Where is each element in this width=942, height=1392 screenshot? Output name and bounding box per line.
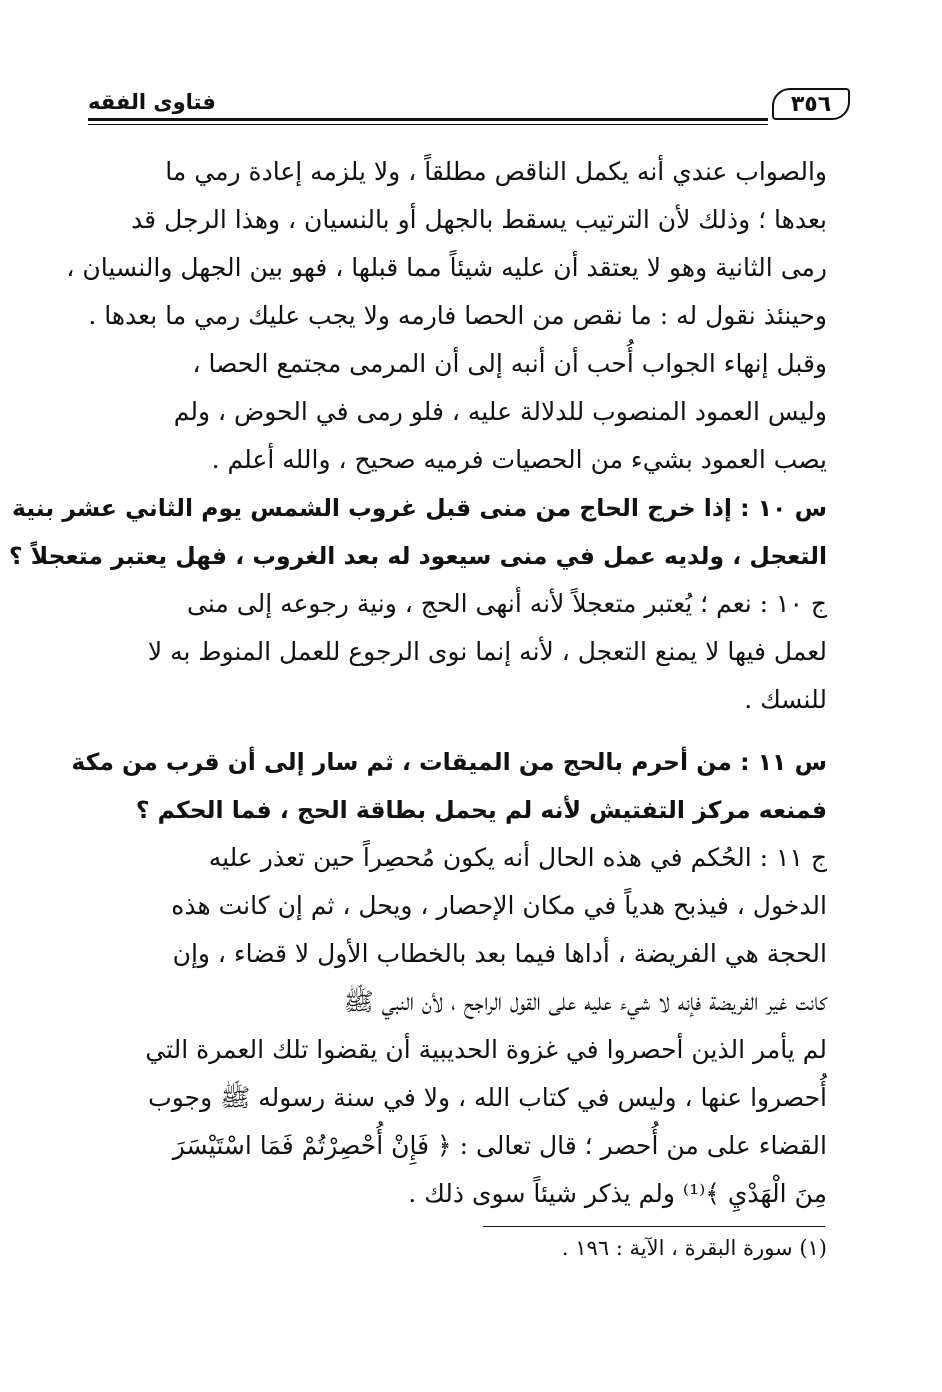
text-line: الحجة هي الفريضة ، أداها فيما بعد بالخطاب الأول لا قضاء ، وإن <box>172 939 827 968</box>
text-line: يصب العمود بشيء من الحصيات فرميه صحيح ، والله أعلم . <box>211 445 827 474</box>
question-line: س ١٠ : إذا خرج الحاج من منى قبل غروب الشمس يوم الثاني عشر بنية <box>11 494 827 522</box>
text-line: أُحصروا عنها ، وليس في كتاب الله ، ولا في سنة رسوله ﷺ وجوب <box>148 1083 827 1112</box>
question-line: س ١١ : من أحرم بالحج من الميقات ، ثم سار إلى أن قرب من مكة <box>71 748 827 776</box>
text-line: مِنَ الْهَدْيِ ﴾⁽¹⁾ ولم يذكر شيئاً سوى ذلك . <box>408 1179 827 1208</box>
text-line: ج ١٠ : نعم ؛ يُعتبر متعجلاً لأنه أنهى الحج ، ونية رجوعه إلى منى <box>187 589 827 618</box>
text-line: لعمل فيها لا يمنع التعجل ، لأنه إنما نوى الرجوع للعمل المنوط به لا <box>147 637 827 666</box>
header-rule <box>88 118 768 125</box>
running-title: فتاوى الفقه <box>88 90 216 114</box>
question-line: فمنعه مركز التفتيش لأنه لم يحمل بطاقة الحج ، فما الحكم ؟ <box>135 796 827 824</box>
text-line: وقبل إنهاء الجواب أُحب أن أنبه إلى أن المرمى مجتمع الحصا ، <box>192 349 827 378</box>
text-line: الدخول ، فيذبح هدياً في مكان الإحصار ، ويحل ، ثم إن كانت هذه <box>171 891 827 920</box>
page-number: ٣٥٦ <box>772 88 850 120</box>
text-line: ج ١١ : الحُكم في هذه الحال أنه يكون مُحصِراً حين تعذر عليه <box>208 843 827 872</box>
text-line: للنسك . <box>744 685 827 714</box>
question-line: التعجل ، ولديه عمل في منى سيعود له بعد الغروب ، فهل يعتبر متعجلاً ؟ <box>8 542 827 570</box>
footnote: (١) سورة البقرة ، الآية : ١٩٦ . <box>561 1236 827 1260</box>
text-line: والصواب عندي أنه يكمل الناقص مطلقاً ، ولا يلزمه إعادة رمي ما <box>165 157 827 186</box>
footnote-divider <box>483 1226 825 1227</box>
body-text <box>8 148 827 1218</box>
text-line: رمى الثانية وهو لا يعتقد أن عليه شيئاً مما قبلها ، فهو بين الجهل والنسيان ، <box>66 253 827 282</box>
text-line: وحينئذ نقول له : ما نقص من الحصا فارمه ولا يجب عليك رمي ما بعدها . <box>88 301 827 330</box>
page-header <box>88 88 850 128</box>
text-line: وليس العمود المنصوب للدلالة عليه ، فلو رمى في الحوض ، ولم <box>173 397 827 426</box>
text-line: بعدها ؛ وذلك لأن الترتيب يسقط بالجهل أو بالنسيان ، وهذا الرجل قد <box>131 205 827 234</box>
text-line: لم يأمر الذين أحصروا في غزوة الحديبية أن يقضوا تلك العمرة التي <box>145 1035 827 1064</box>
text-line: القضاء على من أُحصر ؛ قال تعالى : ﴿ فَإِنْ أُحْصِرْتُمْ فَمَا اسْتَيْسَرَ <box>172 1131 827 1160</box>
text-line: كانت غير الفريضة فإنه لا شيء عليه على القول الراجح ، لأن النبي ﷺ <box>343 987 827 1016</box>
